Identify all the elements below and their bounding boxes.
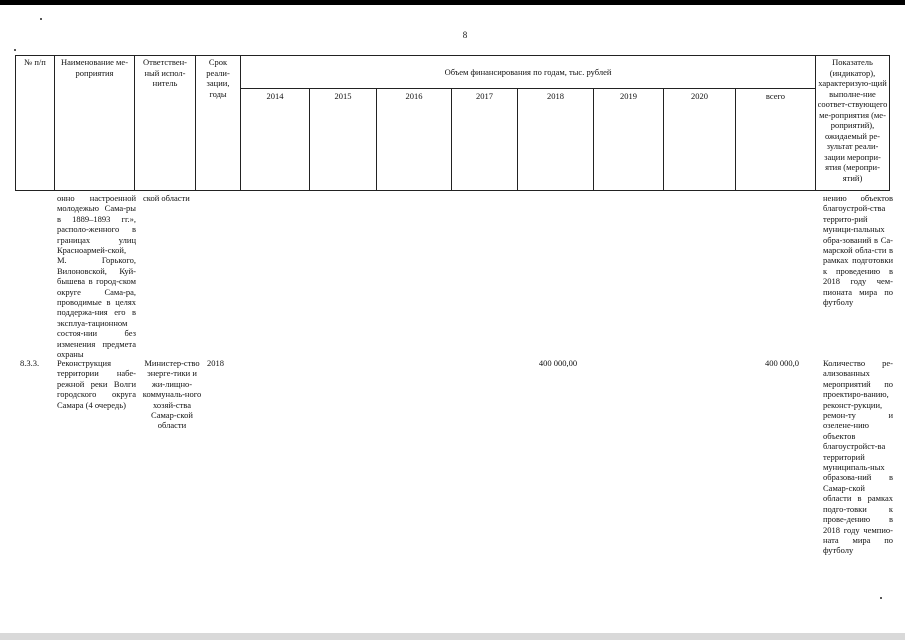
header-indicator: Показатель (индикатор), характеризую-щий выполне-ние соответ-ствующего ме-роприятия (ме-роприятий), ожидаемый ре-зультат реали-зации меропри-ятия (меропри-ятий) xyxy=(816,56,890,191)
scan-speck xyxy=(40,18,42,20)
row-responsible: Министер-ство энерге-тики и жи-лищно-коммуналь-ного хозяй-ства Самар-ской области xyxy=(142,358,202,431)
header-year: 2014 xyxy=(241,89,310,191)
header-responsible: Ответствен-ный испол-нитель xyxy=(135,56,196,191)
header-year: 2017 xyxy=(452,89,518,191)
continued-name: онно настроенной молодежью Сама-ры в 1889–1893 гг.», располо-женного в границах улиц Красноармей-ской, М. Горького, Вилоновской, Куй-бышева в город-ском округе Сама-ра, проводимые в целях поддержа-ния его в эксплуа-тационном состоя-нии без изменения предмета охраны xyxy=(57,193,136,360)
row-term: 2018 xyxy=(207,358,224,368)
scan-speck xyxy=(880,597,882,599)
header-name: Наименование ме-роприятия xyxy=(55,56,135,191)
scan-speck xyxy=(14,49,16,51)
continued-indicator: нению объектов благоустрой-ства террито-рий муници-пальных обра-зований в Са-марской обла-сти в рамках подготовки к проведению в 2018 году чем-пионата мира по футболу xyxy=(823,193,893,308)
header-term: Срок реали-зации, годы xyxy=(196,56,241,191)
header-year: 2020 xyxy=(664,89,736,191)
table-header xyxy=(15,55,890,191)
page-number: 8 xyxy=(462,30,468,40)
header-total: всего xyxy=(736,89,816,191)
continued-responsible: ской области xyxy=(143,193,190,203)
header-financing: Объем финансирования по годам, тыс. рублей xyxy=(241,56,816,89)
row-total: 400 000,0 xyxy=(765,358,799,368)
scan-top-edge xyxy=(0,0,905,5)
header-year: 2016 xyxy=(377,89,452,191)
scan-bottom-edge xyxy=(0,633,905,640)
row-value-2018: 400 000,00 xyxy=(538,358,578,368)
header-num: № п/п xyxy=(16,56,55,191)
row-number: 8.3.3. xyxy=(20,358,40,368)
header-year: 2018 xyxy=(518,89,594,191)
row-name: Реконструкция территории набе-режной реки Волги городского округа Самара (4 очередь) xyxy=(57,358,136,410)
header-year: 2019 xyxy=(594,89,664,191)
header-year: 2015 xyxy=(310,89,377,191)
row-indicator: Количество ре-ализованных мероприятий по проектиро-ванию, реконст-рукции, ремон-ту и озелене-нию объектов благоустройст-ва территорий муниципаль-ных образова-ний в Самар-ской области в рамках подго-товки к прове-дению в 2018 году чемпио-ната мира по футболу xyxy=(823,358,893,556)
